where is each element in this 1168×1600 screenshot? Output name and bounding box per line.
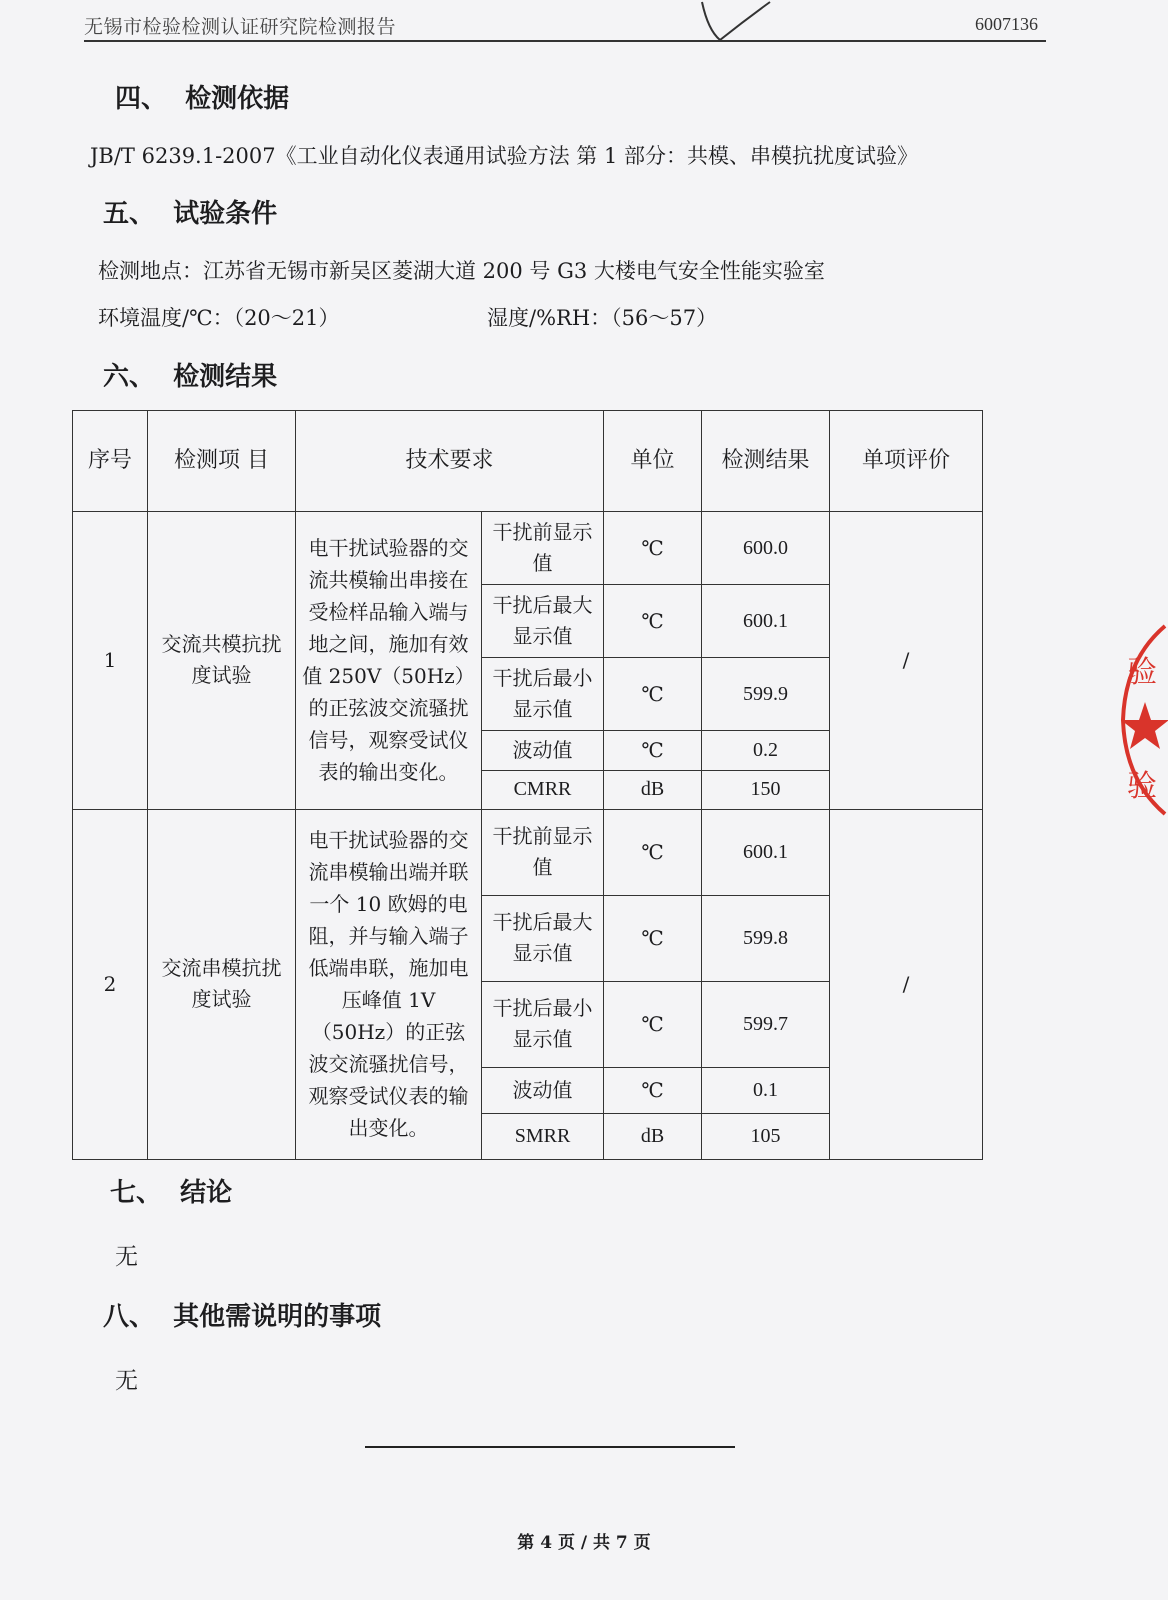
notes-text: 无 [115, 1368, 138, 1394]
test-location: 检测地点：江苏省无锡市新吴区菱湖大道 200 号 G3 大楼电气安全性能实验室 [98, 259, 825, 283]
group-number: 1 [73, 512, 148, 810]
param-name: 干扰前显示值 [482, 809, 604, 895]
param-unit: ℃ [604, 512, 702, 585]
param-unit: ℃ [604, 585, 702, 658]
footer-rule [365, 1446, 735, 1448]
table-row [73, 809, 983, 895]
param-name: 波动值 [482, 1067, 604, 1113]
results-table [72, 410, 983, 1160]
group-number: 2 [73, 809, 148, 1159]
header-rule [84, 40, 1046, 42]
param-value: 600.1 [702, 809, 830, 895]
test-humidity: 湿度/%RH：（56～57） [487, 306, 718, 330]
param-name: CMRR [482, 770, 604, 809]
conclusion-text: 无 [115, 1244, 138, 1270]
param-unit: dB [604, 1113, 702, 1159]
param-unit: ℃ [604, 981, 702, 1067]
header-item: 检测项 目 [148, 411, 296, 512]
section6-heading: 六、 检测结果 [103, 362, 278, 392]
report-number: 6007136 [975, 14, 1038, 34]
section4-heading: 四、 检测依据 [115, 84, 290, 114]
table-header-row [73, 411, 983, 512]
header-unit: 单位 [604, 411, 702, 512]
param-value: 0.1 [702, 1067, 830, 1113]
section7-heading: 七、 结论 [110, 1178, 233, 1208]
param-value: 105 [702, 1113, 830, 1159]
param-unit: ℃ [604, 1067, 702, 1113]
test-temperature: 环境温度/℃：（20～21） [98, 306, 340, 330]
section5-heading: 五、 试验条件 [103, 199, 278, 229]
group-requirement: 电干扰试验器的交流串模输出端并联一个 10 欧姆的电阻，并与输入端子低端串联，施加电压峰值 1V（50Hz）的正弦波交流骚扰信号，观察受试仪表的输出变化。 [296, 809, 482, 1159]
param-name: 干扰后最大显示值 [482, 585, 604, 658]
param-value: 150 [702, 770, 830, 809]
group-item: 交流串模抗扰度试验 [148, 809, 296, 1159]
section4-text: JB/T 6239.1-2007《工业自动化仪表通用试验方法 第 1 部分：共模、串模抗扰度试验》 [90, 144, 919, 168]
group-evaluation: / [830, 512, 983, 810]
param-name: 干扰后最大显示值 [482, 895, 604, 981]
param-name: 干扰前显示值 [482, 512, 604, 585]
param-value: 0.2 [702, 731, 830, 770]
param-unit: dB [604, 770, 702, 809]
param-name: SMRR [482, 1113, 604, 1159]
param-unit: ℃ [604, 658, 702, 731]
section8-heading: 八、 其他需说明的事项 [103, 1302, 382, 1332]
svg-text:验: 验 [1127, 769, 1157, 804]
param-value: 600.0 [702, 512, 830, 585]
param-value: 599.7 [702, 981, 830, 1067]
param-unit: ℃ [604, 809, 702, 895]
group-requirement: 电干扰试验器的交流共模输出串接在受检样品输入端与地之间，施加有效值 250V（50Hz）的正弦波交流骚扰信号，观察受试仪表的输出变化。 [296, 512, 482, 810]
param-unit: ℃ [604, 731, 702, 770]
param-name: 干扰后最小显示值 [482, 981, 604, 1067]
param-name: 干扰后最小显示值 [482, 658, 604, 731]
param-name: 波动值 [482, 731, 604, 770]
table-row [73, 512, 983, 585]
page-number: 第 4 页 / 共 7 页 [517, 1533, 651, 1553]
report-header-title: 无锡市检验检测认证研究院检测报告 [84, 16, 397, 38]
svg-text:验: 验 [1127, 655, 1157, 690]
group-item: 交流共模抗扰度试验 [148, 512, 296, 810]
param-value: 599.8 [702, 895, 830, 981]
header-evaluation: 单项评价 [830, 411, 983, 512]
param-value: 600.1 [702, 585, 830, 658]
header-requirement: 技术要求 [296, 411, 604, 512]
param-unit: ℃ [604, 895, 702, 981]
header-no: 序号 [73, 411, 148, 512]
red-seal-stamp [1115, 620, 1168, 820]
header-result: 检测结果 [702, 411, 830, 512]
param-value: 599.9 [702, 658, 830, 731]
signature-mark [700, 0, 790, 45]
group-evaluation: / [830, 809, 983, 1159]
